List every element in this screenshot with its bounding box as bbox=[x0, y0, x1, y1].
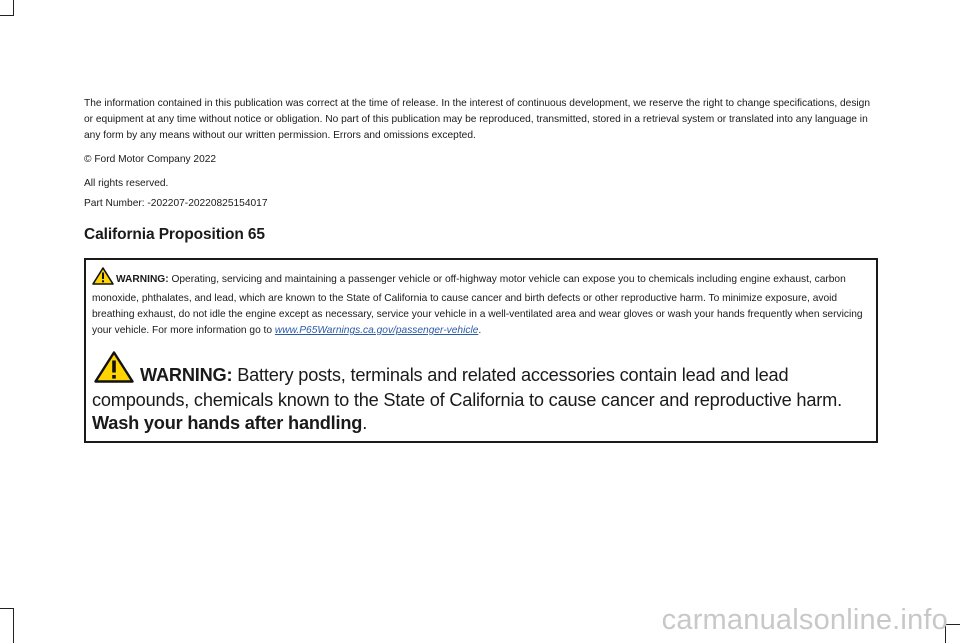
warning-1-end: . bbox=[478, 325, 482, 336]
crop-mark-bottom-left-vertical bbox=[13, 608, 14, 643]
crop-mark-top-left-horizontal bbox=[0, 15, 14, 16]
warning-2-strong: Wash your hands after handling bbox=[92, 413, 363, 433]
warning-triangle-icon bbox=[94, 351, 134, 389]
watermark: carmanualsonline.info bbox=[661, 604, 948, 636]
warning-2-end: . bbox=[362, 413, 368, 433]
warning-2-label: WARNING: bbox=[140, 365, 233, 385]
warning-1 bbox=[92, 267, 870, 339]
warning-2-text: Battery posts, terminals and related accessories contain lead and lead compounds, chemicals known to the State of California to cause cancer and reproductive harm. bbox=[92, 365, 842, 410]
warning-1-text: Operating, servicing and maintaining a passenger vehicle or off-highway motor vehicle can expose you to chemicals including engine exhaust, carbon monoxide, phthalates, and lead, which are known to the State of California to cause cancer and birth defects or other reproductive harm. To minimize exposure, avoid breathing exhaust, do not idle the engine except as necessary, service your vehicle in a well-ventilated area and wear gloves or wash your hands frequently when servicing your vehicle. For more information go to bbox=[92, 274, 863, 336]
rights-text: All rights reserved. bbox=[84, 178, 169, 189]
warning-2 bbox=[92, 351, 870, 435]
warning-1-label: WARNING: bbox=[116, 274, 169, 285]
disclaimer-text: The information contained in this publication was correct at the time of release. In the interest of continuous development, we reserve the right to change specifications, design or equipment at any time without notice or obligation. No part of this publication may be reproduced, transmitted, stored in a retrieval system or translated into any language in any form by any means without our written permission. Errors and omissions excepted. bbox=[84, 98, 871, 141]
part-number: Part Number: -202207-20220825154017 bbox=[84, 198, 268, 209]
page-content bbox=[84, 96, 878, 443]
p65-warnings-link[interactable]: www.P65Warnings.ca.gov/passenger-vehicle bbox=[274, 325, 479, 336]
section-title: California Proposition 65 bbox=[84, 226, 265, 243]
crop-mark-bottom-left-horizontal bbox=[0, 608, 14, 609]
warning-box bbox=[84, 258, 878, 443]
crop-mark-top-left-vertical bbox=[13, 0, 14, 16]
copyright-text: © Ford Motor Company 2022 bbox=[84, 154, 217, 165]
warning-triangle-icon bbox=[92, 267, 114, 291]
